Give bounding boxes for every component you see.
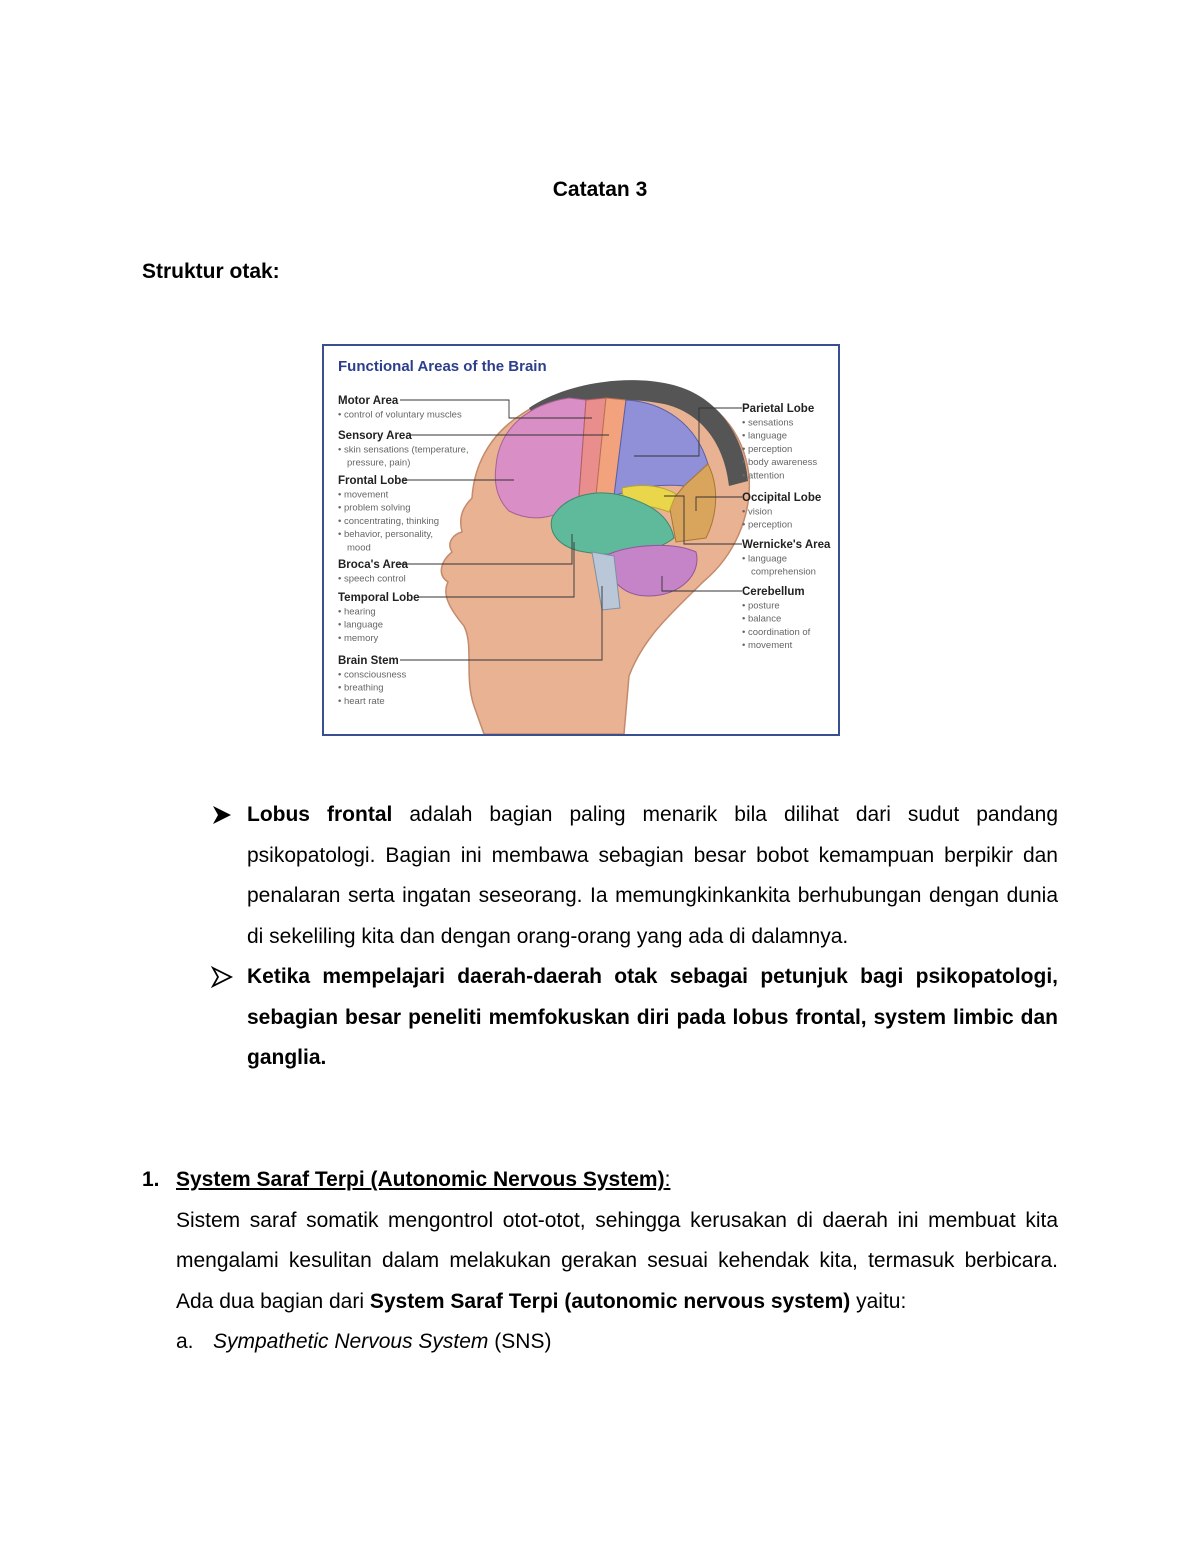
left-label-item: • problem solving: [338, 502, 411, 514]
left-label-item: • movement: [338, 489, 389, 501]
left-label-item: • hearing: [338, 606, 376, 618]
section-body: [142, 1201, 1058, 1323]
right-label-item: • coordination of: [742, 626, 811, 638]
arrow-bullet-icon: [210, 795, 236, 835]
left-label-item: • speech control: [338, 573, 406, 585]
sub-item-a: [142, 1322, 1058, 1363]
section-title: System Saraf Terpi (Autonomic Nervous System): [176, 1168, 665, 1191]
bullet-list: [210, 795, 1058, 1079]
left-label-item: • language: [338, 619, 384, 631]
left-label-item: mood: [347, 542, 371, 554]
left-label-item: • consciousness: [338, 669, 407, 681]
left-label-item: • heart rate: [338, 695, 385, 707]
brain-diagram: [324, 346, 838, 734]
right-label-name: Parietal Lobe: [742, 403, 815, 415]
right-label-name: Wernicke's Area: [742, 539, 831, 551]
bullet-lead: Ketika mempelajari daerah-daerah otak sebagai petunjuk bagi psikopatologi, sebagian besar peneliti memfokuskan diri pada lobus frontal, system limbic dan ganglia.: [247, 965, 1058, 1069]
left-label-item: pressure, pain): [347, 457, 411, 469]
left-label-name: Broca's Area: [338, 559, 409, 571]
right-label-item: • balance: [742, 613, 782, 625]
sub-letter: a.: [176, 1330, 194, 1353]
bullet-lead: Lobus frontal: [247, 803, 393, 826]
arrow-bullet-icon: [210, 957, 236, 997]
left-label-name: Motor Area: [338, 395, 399, 407]
right-label-item: • language: [742, 430, 788, 442]
section-body-text: Sistem saraf somatik mengontrol otot-otot, sehingga kerusakan di daerah ini membuat kita mengalami kesulitan dalam melakukan gerakan sesuai kehendak kita, termasuk berbicara. Ada dua bagian dari: [176, 1208, 1058, 1313]
left-label-name: Sensory Area: [338, 430, 412, 442]
page-title: Catatan 3: [552, 178, 648, 201]
section-number: 1.: [142, 1168, 160, 1191]
sub-rest: (SNS): [488, 1330, 552, 1353]
section-body-bold: System Saraf Terpi (autonomic nervous system): [369, 1289, 851, 1313]
right-label-item: • vision: [742, 506, 773, 518]
right-label-item: comprehension: [751, 566, 816, 578]
right-labels: [742, 403, 831, 651]
bullet-item-1: [210, 795, 1058, 957]
right-label-name: Occipital Lobe: [742, 492, 822, 504]
section-1: [142, 1160, 1058, 1363]
bullet-item-2: [210, 957, 1058, 1079]
brain-figure: [322, 344, 840, 736]
left-label-item: • control of voluntary muscles: [338, 409, 462, 421]
bullet-text: adalah bagian paling menarik bila dilihat dari sudut pandang psikopatologi. Bagian ini membawa sebagian besar bobot kemampuan berpikir dan penalaran serta ingatan seseorang. Ia memungkinkankita berhubungan dengan dunia di sekeliling kita dan dengan orang-orang yang ada di dalamnya.: [247, 803, 1059, 948]
right-label-item: • body awareness: [742, 457, 818, 469]
left-label-item: • behavior, personality,: [338, 529, 434, 541]
right-label-item: • sensations: [742, 417, 794, 429]
left-label-name: Brain Stem: [338, 655, 399, 667]
section-heading: [142, 1160, 1058, 1201]
right-label-name: Cerebellum: [742, 586, 805, 598]
right-label-item: • perception: [742, 443, 793, 455]
right-label-item: • posture: [742, 600, 780, 612]
right-label-item: • movement: [742, 640, 793, 652]
left-label-name: Temporal Lobe: [338, 592, 420, 604]
left-label-name: Frontal Lobe: [338, 475, 408, 487]
section-body-end: yaitu:: [850, 1289, 907, 1313]
figure-title: Functional Areas of the Brain: [338, 358, 547, 375]
left-label-item: • concentrating, thinking: [338, 515, 440, 527]
left-label-item: • skin sensations (temperature,: [338, 444, 469, 456]
left-label-item: • breathing: [338, 682, 384, 694]
right-label-item: • attention: [742, 470, 785, 482]
subheading: Struktur otak:: [142, 260, 280, 283]
left-label-item: • memory: [338, 632, 379, 644]
sub-italic: Sympathetic Nervous System: [213, 1330, 489, 1353]
right-label-item: • language: [742, 553, 788, 565]
right-label-item: • perception: [742, 519, 793, 531]
section-title-suffix: :: [664, 1168, 671, 1191]
